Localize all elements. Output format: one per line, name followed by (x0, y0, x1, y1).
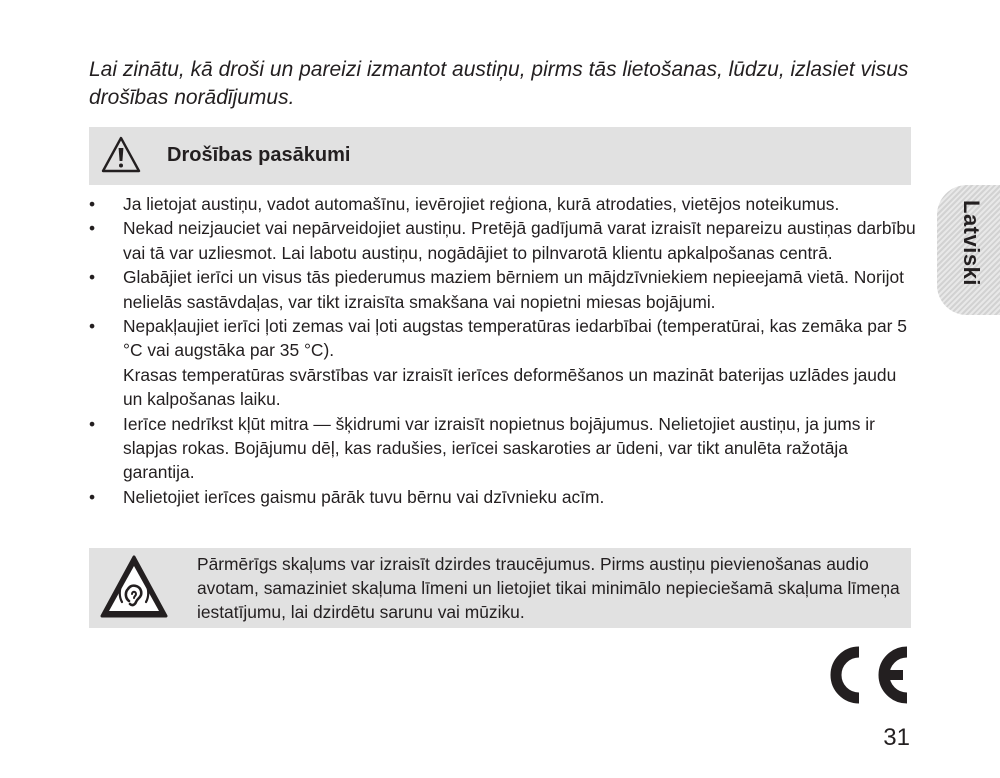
list-item: • Nelietojiet ierīces gaismu pārāk tuvu bērnu vai dzīvnieku acīm. (89, 485, 919, 509)
list-item-text: Krasas temperatūras svārstības var izraisīt ierīces deformēšanos un mazināt baterijas uzlādes jaudu un kalpošanas laiku. (123, 364, 897, 410)
hearing-damage-warning-icon (99, 554, 169, 620)
safety-list (89, 192, 919, 509)
safety-section-header (89, 127, 911, 185)
warning-triangle-icon (100, 135, 142, 175)
noise-warning-panel (89, 548, 911, 628)
page-number: 31 (883, 724, 910, 751)
list-item-text: Nepakļaujiet ierīci ļoti zemas vai ļoti augstas temperatūras iedarbībai (temperatūrai, kas zemāka par 5 °C vai augstāka par 35 °C). (123, 316, 907, 361)
list-item-text: Glabājiet ierīci un visus tās piederumus maziem bērniem un mājdzīvniekiem nepieejamā vietā. Norijot nelielās sastāvdaļas, var tikt izraisīta smakšana vai nopietni miesas bojājumi. (123, 267, 904, 312)
list-item: • Ierīce nedrīkst kļūt mitra — šķidrumi var izraisīt nopietnus bojājumus. Nelietojiet austiņu, ja jums ir slapjas rokas. Bojājumu dēļ, kas radušies, ierīcei saskaroties ar ūdeni, var tikt anulēta ražotāja garantija. (89, 412, 919, 485)
list-item-text: Ja lietojat austiņu, vadot automašīnu, ievērojiet reģiona, kurā atrodaties, vietējos noteikumus. (123, 194, 840, 214)
noise-warning-text: Pārmērīgs skaļums var izraisīt dzirdes traucējumus. Pirms austiņu pievienošanas audio avotam, samaziniet skaļuma līmeni un lietojiet tikai minimālo nepieciešamā skaļuma līmeņa iestatījumu, lai dzirdētu sarunu vai mūziku. (197, 554, 900, 623)
section-title: Drošības pasākumi (167, 144, 351, 166)
list-item-text: Nelietojiet ierīces gaismu pārāk tuvu bērnu vai dzīvnieku acīm. (123, 486, 605, 507)
list-item-text: Nekad neizjauciet vai nepārveidojiet austiņu. Pretējā gadījumā varat izraisīt nepareizu austiņas darbību vai tā var uzliesmot. Lai labotu austiņu, nogādājiet to pilnvarotā klientu apkalpošanas centrā. (123, 218, 916, 263)
list-item-text: Ierīce nedrīkst kļūt mitra — šķidrumi var izraisīt nopietnus bojājumus. Nelietojiet austiņu, ja jums ir slapjas rokas. Bojājumu dēļ, kas radušies, ierīcei saskaroties ar ūdeni, var tikt anulēta ražotāja garantija. (123, 413, 875, 483)
language-tab-label: Latviski (959, 200, 984, 286)
list-item: • Nepakļaujiet ierīci ļoti zemas vai ļoti augstas temperatūras iedarbībai (temperatūrai, kas zemāka par 5 °C vai augstāka par 35 °C). Krasas temperatūras svārstības var izraisīt ierīces deformēšanos un mazināt baterijas uzlādes jaudu un kalpošanas laiku. (89, 314, 919, 412)
list-item: • Glabājiet ierīci un visus tās piederumus maziem bērniem un mājdzīvniekiem nepieejamā vietā. Norijot nelielās sastāvdaļas, var tikt izraisīta smakšana vai nopietni miesas bojājumi. (89, 265, 919, 314)
list-item: • Nekad neizjauciet vai nepārveidojiet austiņu. Pretējā gadījumā varat izraisīt nepareizu austiņas darbību vai tā var uzliesmot. Lai labotu austiņu, nogādājiet to pilnvarotā klientu apkalpošanas centrā. (89, 216, 919, 265)
list-item: • Ja lietojat austiņu, vadot automašīnu, ievērojiet reģiona, kurā atrodaties, vietējos noteikumus. (89, 192, 919, 216)
intro-text: Lai zinātu, kā droši un pareizi izmantot austiņu, pirms tās lietošanas, lūdzu, izlasiet visus drošības norādījumus. (89, 58, 909, 109)
ce-mark-logo (815, 640, 913, 710)
